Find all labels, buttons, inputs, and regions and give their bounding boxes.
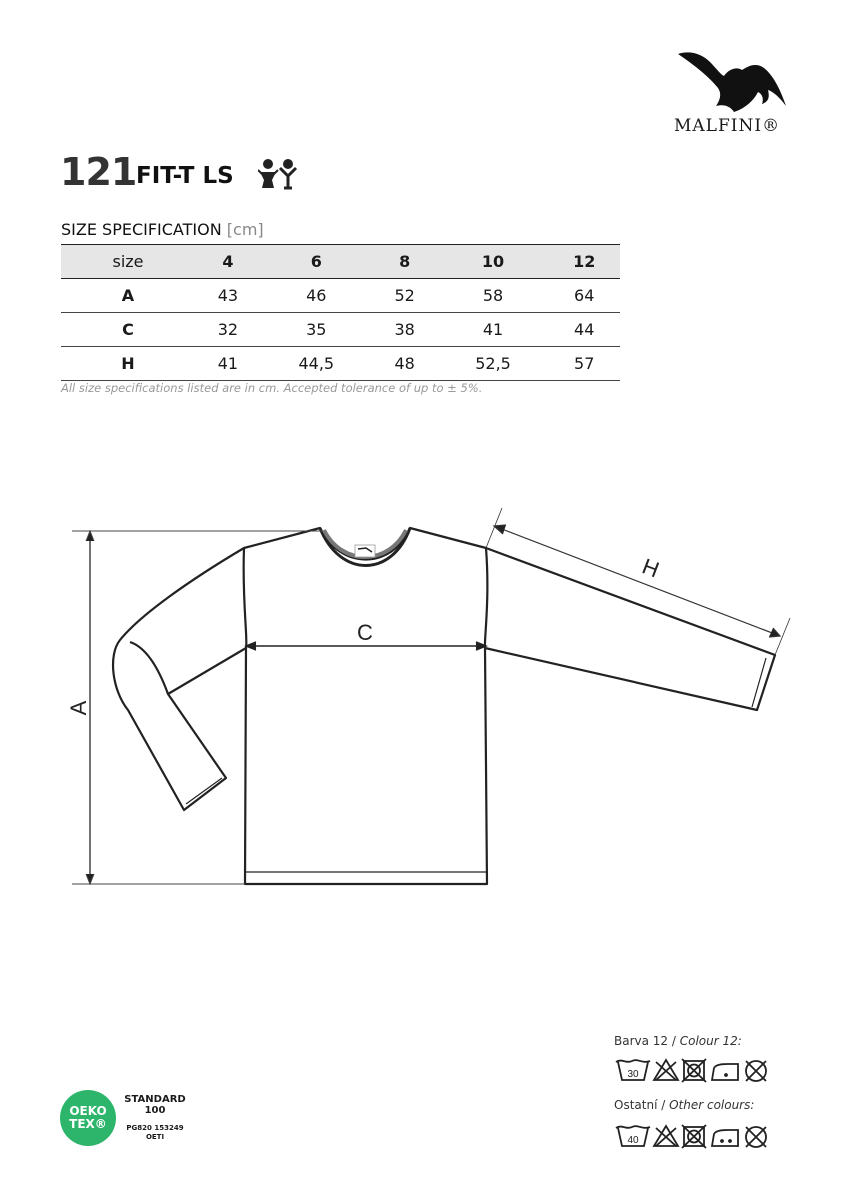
header-cell: 10 (438, 245, 549, 279)
label-c: C (357, 620, 373, 645)
no-tumble-dry-icon (682, 1059, 706, 1082)
iron-icon (712, 1064, 738, 1080)
table-cell: 43 (195, 279, 261, 313)
certificate-institute: OETI (145, 1133, 165, 1141)
table-cell: 52,5 (438, 347, 549, 381)
table-header-row (61, 245, 620, 279)
tolerance-note: All size specifications listed are in cm. Accepted tolerance of up to ± 5%. (61, 381, 483, 395)
no-bleach-icon (654, 1126, 678, 1146)
certificate-code: PG820 153249 (126, 1124, 184, 1132)
care-colour12-label (614, 1034, 742, 1048)
oeko-standard (122, 1094, 188, 1116)
table-cell: 52 (372, 279, 438, 313)
header-cell: 6 (261, 245, 372, 279)
wash-icon (616, 1126, 650, 1146)
care-label-en: Colour 12: (679, 1034, 742, 1048)
care-icons-colour12 (614, 1056, 779, 1086)
no-dry-clean-icon (746, 1127, 766, 1147)
care-other-label-cz: Ostatní / (614, 1098, 670, 1112)
table-cell: 41 (438, 313, 549, 347)
kids-icon (258, 158, 298, 190)
no-tumble-dry-icon (682, 1125, 706, 1148)
row-label: H (61, 347, 195, 381)
header-cell: size (61, 245, 195, 279)
table-cell: 44,5 (261, 347, 372, 381)
header-cell: 12 (548, 245, 620, 279)
care-label-cz: Barva 12 / (614, 1034, 680, 1048)
row-label: A (61, 279, 195, 313)
table-cell: 57 (548, 347, 620, 381)
shirt-diagram (60, 495, 800, 895)
oeko-line1: OEKO (69, 1104, 107, 1118)
neck-label (355, 545, 375, 557)
table-cell: 35 (261, 313, 372, 347)
svg-text:40: 40 (627, 1135, 639, 1146)
care-icons-other (614, 1122, 779, 1152)
table-cell: 44 (548, 313, 620, 347)
label-h: H (638, 553, 663, 583)
iron-icon (712, 1130, 738, 1146)
no-bleach-icon (654, 1060, 678, 1080)
svg-text:30: 30 (627, 1069, 639, 1080)
table-cell: 41 (195, 347, 261, 381)
header-cell: 4 (195, 245, 261, 279)
table-cell: 48 (372, 347, 438, 381)
wash-icon (616, 1060, 650, 1080)
measure-a (72, 531, 322, 884)
table-cell: 58 (438, 279, 549, 313)
table-cell: 38 (372, 313, 438, 347)
brand-name: MALFINI® (674, 116, 781, 136)
size-table (61, 244, 620, 381)
spec-unit: [cm] (226, 220, 264, 239)
table-row (61, 313, 620, 347)
care-other-label-en: Other colours: (669, 1098, 755, 1112)
malfini-logo (668, 48, 792, 140)
table-cell: 46 (261, 279, 372, 313)
product-name: FIT-T LS (136, 163, 234, 189)
shirt-outline (113, 528, 775, 884)
standard-number: 100 (144, 1105, 166, 1116)
bird-icon (676, 48, 788, 114)
product-number: 121 (60, 150, 137, 194)
table-cell: 64 (548, 279, 620, 313)
row-label: C (61, 313, 195, 347)
table-row (61, 347, 620, 381)
oeko-line2: TEX® (69, 1117, 107, 1131)
spec-title-text: SIZE SPECIFICATION (61, 220, 222, 239)
oeko-tex-logo (60, 1090, 116, 1146)
table-row (61, 279, 620, 313)
oeko-code (122, 1124, 188, 1142)
no-dry-clean-icon (746, 1061, 766, 1081)
care-other-label (614, 1098, 754, 1112)
table-cell: 32 (195, 313, 261, 347)
measure-h (486, 508, 790, 655)
header-cell: 8 (372, 245, 438, 279)
standard-label: STANDARD (124, 1094, 186, 1105)
spec-title (61, 220, 264, 239)
label-a: A (66, 700, 91, 716)
